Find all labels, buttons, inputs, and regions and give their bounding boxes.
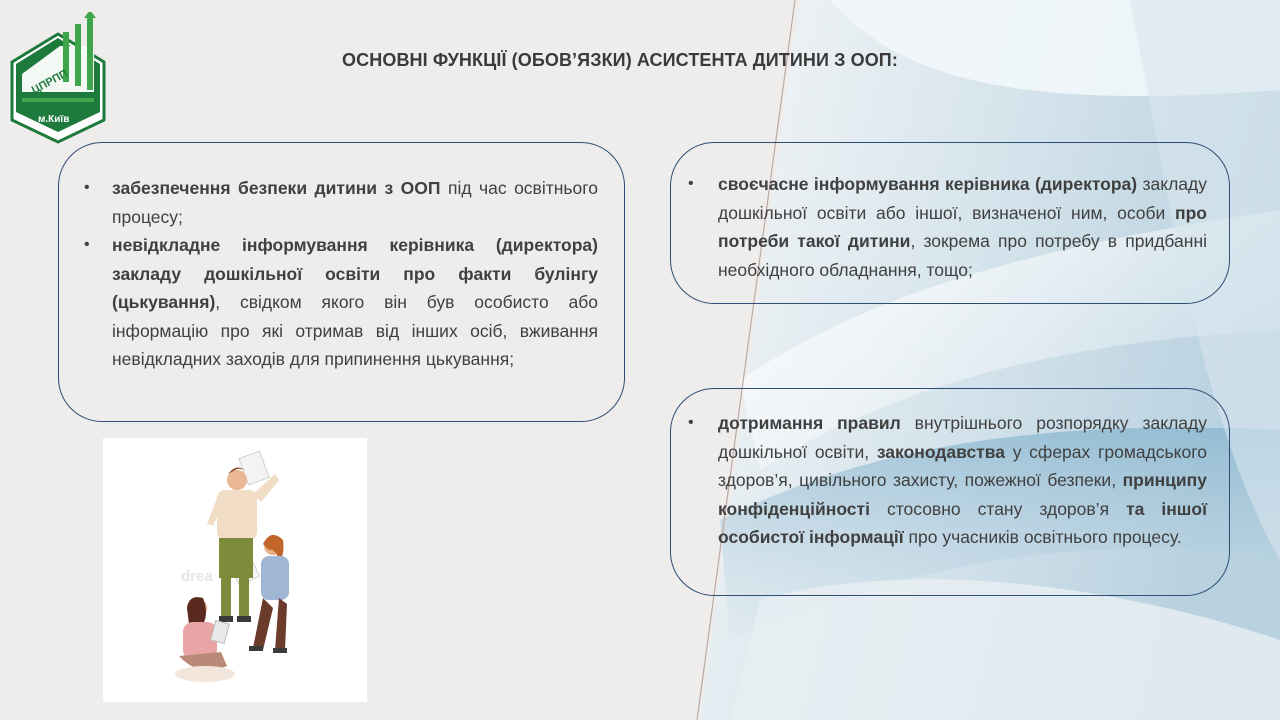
list-item	[671, 409, 1207, 552]
logo-text-top: ЦПРПП	[29, 67, 70, 97]
people-discussion-illustration	[103, 438, 367, 702]
list-item	[59, 174, 598, 231]
item-bold-text: невідкладне інформування керівника (директора) закладу дошкільної освіти про факти булінгу (цькування)	[112, 235, 598, 312]
item-text: стосовно стану здоров’я	[869, 498, 1127, 519]
illustration-watermark: drea	[181, 568, 213, 585]
center-logo	[8, 12, 108, 144]
list-item	[59, 231, 598, 374]
item-bold-text: забезпечення безпеки дитини з ООП	[112, 178, 441, 198]
item-bold-text: своєчасне інформування керівника (директора)	[718, 174, 1138, 194]
item-bold-text: законодавства	[876, 441, 1006, 462]
item-text: внутрішнього розпорядку закладу дошкільної освіти,	[718, 413, 1207, 462]
item-bold-text: про потреби такої дитини	[718, 202, 1207, 251]
item-text: , зокрема про потребу в придбанні необхідного обладнання, тощо;	[718, 231, 1208, 280]
duties-box-left	[58, 142, 625, 422]
duties-box-top-right	[670, 142, 1230, 304]
item-bold-text: дотримання правил	[718, 413, 901, 433]
item-text: про учасників освітнього процесу.	[903, 527, 1182, 547]
people-icon	[103, 438, 367, 702]
logo-shield-icon	[8, 12, 108, 144]
slide-title: ОСНОВНІ ФУНКЦІЇ (ОБОВ’ЯЗКИ) АСИСТЕНТА ДИТИНИ З ООП:	[342, 50, 898, 70]
list-item	[671, 170, 1207, 284]
item-text: , свідком якого він був особисто або інформацію про які отримав від інших осіб, вживання невідкладних заходів для припинення цькування;	[112, 292, 598, 369]
item-bold-text: та іншої особистої інформації	[718, 498, 1207, 547]
item-text: під час освітнього процесу;	[112, 178, 598, 227]
item-text: у сферах громадського здоров’я, цивільного захисту, пожежної безпеки,	[718, 441, 1207, 490]
item-bold-text: принципу конфіденційності	[718, 470, 1207, 519]
logo-text-bottom: м.Київ	[38, 114, 70, 125]
duties-box-bottom-right	[670, 388, 1230, 596]
item-text: закладу дошкільної освіти або іншої, визначеної ним, особи	[718, 174, 1207, 223]
